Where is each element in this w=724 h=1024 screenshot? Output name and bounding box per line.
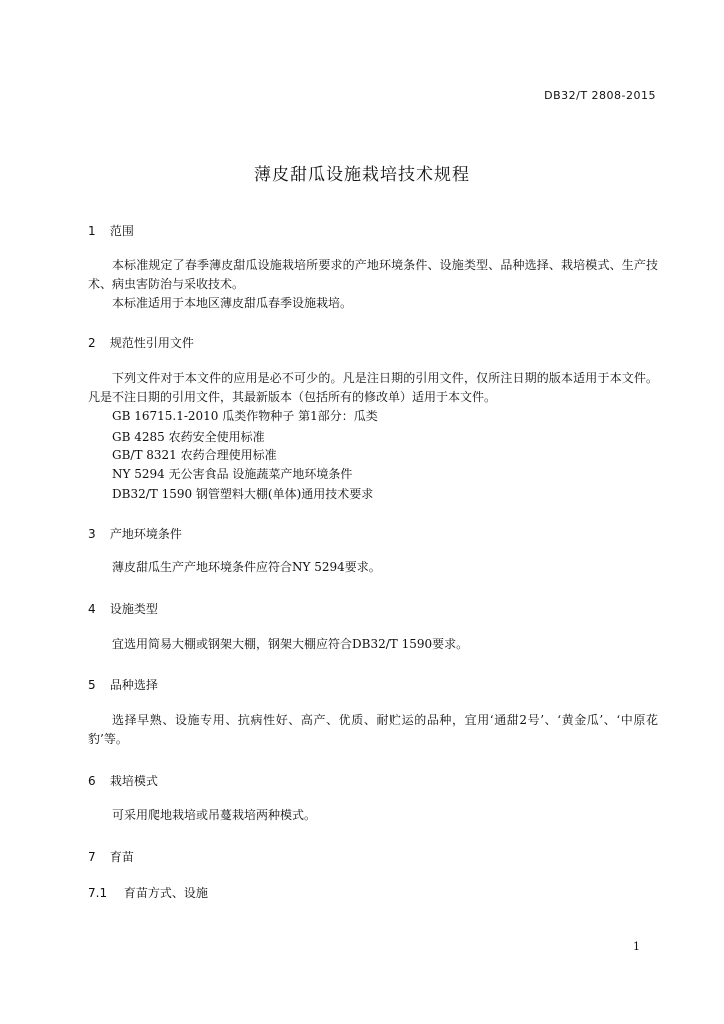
section-6-heading [88,772,158,789]
section-1-paragraph-1: 本标准规定了春季薄皮甜瓜设施栽培所要求的产地环境条件、设施类型、品种选择、栽培模式、生产技术、病虫害防治与采收技术。 [88,258,658,291]
document-title: 薄皮甜瓜设施栽培技术规程 [254,165,470,185]
page-number: 1 [633,940,640,953]
section-number: 5 [88,678,96,692]
section-number: 3 [88,527,96,541]
section-4-heading [88,600,158,617]
section-6-paragraph-1: 可采用爬地栽培或吊蔓栽培两种模式。 [112,808,317,822]
document-code: DB32/T 2808-2015 [544,89,656,102]
section-title: 育苗 [109,850,134,864]
section-title: 品种选择 [109,678,158,692]
section-title: 范围 [109,224,134,238]
section-title: 规范性引用文件 [109,336,194,350]
reference-item: DB32/T 1590 钢管塑料大棚(单体)通用技术要求 [112,487,374,501]
section-5-paragraph-1: 选择早熟、设施专用、抗病性好、高产、优质、耐贮运的品种，宜用‘通甜2号’、‘黄金瓜’、‘中原花豹’等。 [88,713,658,746]
section-7-heading [88,848,134,865]
reference-item: GB/T 8321 农药合理使用标准 [112,448,277,462]
reference-item: GB 16715.1-2010 瓜类作物种子 第1部分：瓜类 [112,409,378,423]
reference-item: GB 4285 农药安全使用标准 [112,430,265,444]
subsection-title: 育苗方式、设施 [123,886,208,900]
section-number: 7 [88,850,96,864]
subsection-number: 7.1 [88,886,108,900]
section-number: 2 [88,336,96,350]
section-4-paragraph-1: 宜选用简易大棚或钢架大棚，钢架大棚应符合DB32/T 1590要求。 [112,637,469,651]
section-title: 设施类型 [109,602,158,616]
section-1-heading [88,222,134,239]
reference-item: NY 5294 无公害食品 设施蔬菜产地环境条件 [112,467,353,481]
subsection-7-1-heading [88,884,208,901]
section-3-paragraph-1: 薄皮甜瓜生产产地环境条件应符合NY 5294要求。 [112,560,381,574]
section-2-paragraph-1: 下列文件对于本文件的应用是必不可少的。凡是注日期的引用文件，仅所注日期的版本适用于本文件。凡是不注日期的引用文件，其最新版本（包括所有的修改单）适用于本文件。 [88,371,658,404]
section-2-heading [88,334,194,351]
section-number: 6 [88,774,96,788]
section-title: 栽培模式 [109,774,158,788]
section-5-heading [88,676,158,693]
section-number: 1 [88,224,96,238]
section-title: 产地环境条件 [109,527,182,541]
section-1-paragraph-2: 本标准适用于本地区薄皮甜瓜春季设施栽培。 [112,296,353,310]
section-number: 4 [88,602,96,616]
section-3-heading [88,525,182,542]
